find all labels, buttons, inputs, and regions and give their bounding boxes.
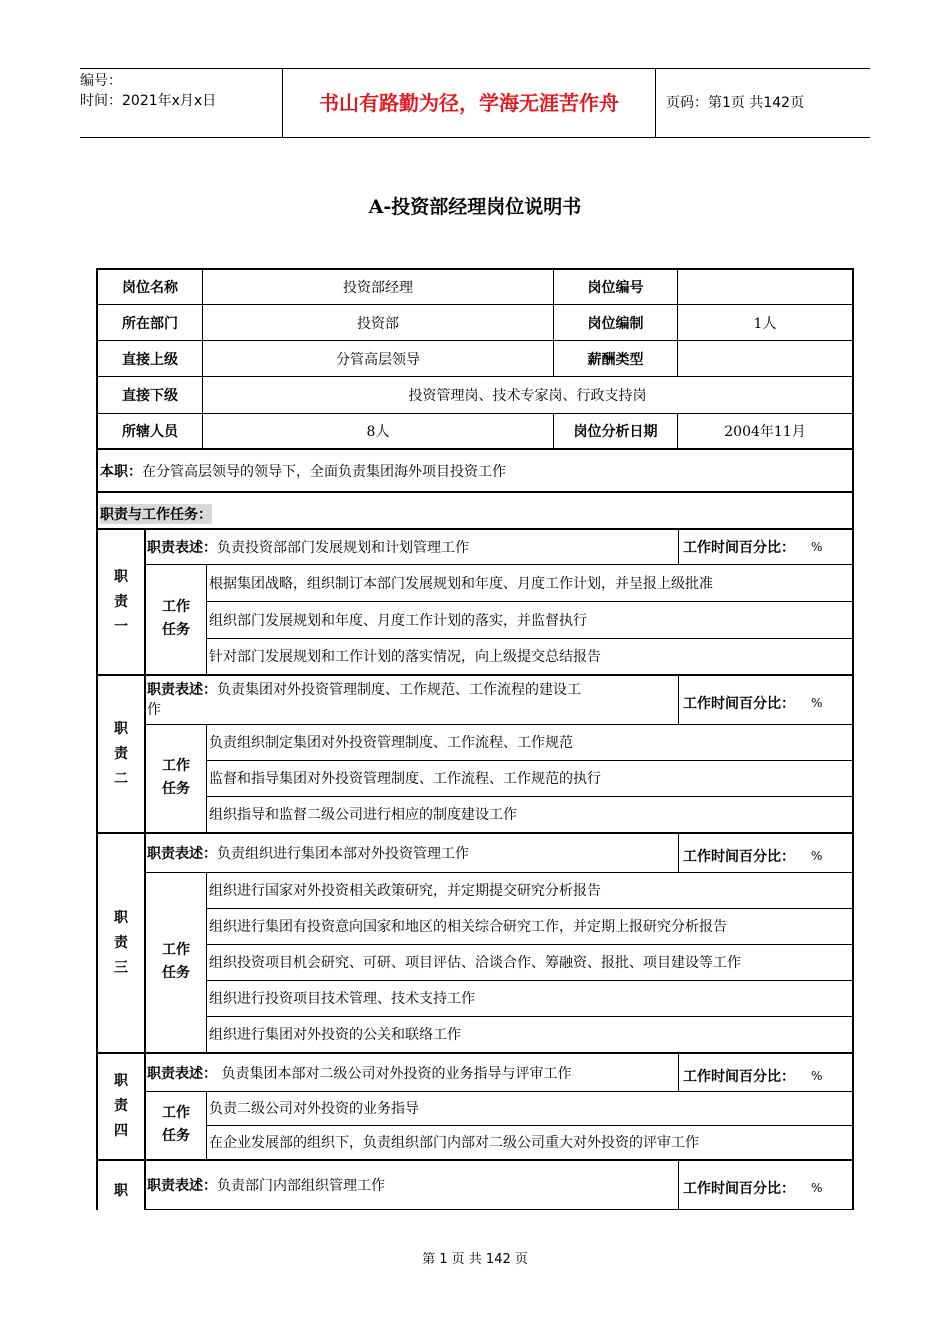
duty-label-char: 二 bbox=[114, 770, 128, 787]
time-pct-value: % bbox=[811, 1181, 823, 1195]
duty-label bbox=[98, 676, 144, 832]
duty-desc-text: 负责集团对外投资管理制度、工作规范、工作流程的建设工 bbox=[217, 682, 581, 698]
duty-desc-cell bbox=[147, 1161, 676, 1209]
time-pct-cell bbox=[683, 1167, 851, 1209]
job-description-table bbox=[96, 268, 854, 1210]
superior-label: 直接上级 bbox=[122, 351, 178, 368]
time-label: 时间：2021年x月x日 bbox=[80, 93, 217, 109]
page-footer: 第 1 页 共 142 页 bbox=[422, 1252, 528, 1267]
row-line bbox=[145, 1209, 852, 1210]
position-no-label: 岗位编号 bbox=[587, 280, 644, 296]
dept-label: 所在部门 bbox=[122, 315, 178, 332]
duty-desc-label: 职责表述： bbox=[147, 682, 217, 698]
time-pct-value: % bbox=[811, 696, 823, 710]
superior-value: 分管高层领导 bbox=[336, 351, 420, 368]
duty-desc-text: 负责部门内部组织管理工作 bbox=[217, 1178, 385, 1194]
task-label-divider bbox=[206, 872, 207, 1052]
position-name-value: 投资部经理 bbox=[343, 280, 413, 296]
time-pct-value: % bbox=[811, 1068, 823, 1083]
subordinate-value: 投资管理岗、技术专家岗、行政支持岗 bbox=[408, 388, 647, 404]
duty-desc-cell bbox=[147, 530, 676, 564]
duty-label bbox=[98, 530, 144, 674]
time-pct-label: 工作时间百分比： bbox=[683, 1068, 795, 1085]
duty-desc-line bbox=[147, 843, 469, 863]
work-task-label bbox=[146, 872, 206, 1052]
analysis-date-value: 2004年11月 bbox=[724, 424, 806, 440]
analysis-date-label: 岗位分析日期 bbox=[573, 424, 658, 440]
time-pct-value: % bbox=[811, 849, 823, 863]
work-task-label bbox=[146, 1091, 206, 1159]
time-pct-label: 工作时间百分比： bbox=[683, 696, 795, 712]
task-item: 组织进行国家对外投资相关政策研究，并定期提交研究分析报告 bbox=[209, 883, 601, 899]
work-task-label-line: 工作 bbox=[162, 942, 190, 958]
duty-label bbox=[98, 1054, 144, 1159]
work-task-label-line: 工作 bbox=[162, 758, 190, 774]
duty-desc-label: 职责表述： bbox=[147, 846, 217, 862]
pct-divider bbox=[678, 1054, 679, 1091]
page-header bbox=[80, 68, 870, 138]
time-pct-label: 工作时间百分比： bbox=[683, 1181, 795, 1197]
duty-label-char: 三 bbox=[114, 959, 128, 976]
duty-label-char: 职 bbox=[114, 1073, 128, 1089]
subordinate-label: 直接下级 bbox=[122, 388, 178, 404]
task-item: 组织部门发展规划和年度、月度工作计划的落实，并监督执行 bbox=[209, 612, 587, 629]
task-item: 组织进行集团有投资意向国家和地区的相关综合研究工作，并定期上报研究分析报告 bbox=[209, 919, 727, 935]
document-title: A-投资部经理岗位说明书 bbox=[368, 196, 582, 218]
duty-desc-text: 负责投资部部门发展规划和计划管理工作 bbox=[217, 540, 469, 556]
main-duty-label: 本职： bbox=[100, 463, 142, 480]
time-pct-cell bbox=[683, 530, 851, 564]
duties-header-text: 职责与工作任务： bbox=[100, 504, 212, 524]
duty-desc-line bbox=[147, 537, 469, 557]
duty-desc-cell bbox=[147, 834, 676, 872]
pct-divider bbox=[678, 1161, 679, 1209]
duty-desc-cell bbox=[147, 1054, 676, 1091]
page-info: 页码：第1页 共142页 bbox=[666, 95, 805, 111]
duties-header bbox=[100, 493, 850, 528]
time-pct-value: % bbox=[811, 540, 823, 554]
header-meta bbox=[80, 69, 280, 139]
duty-desc-continuation: 作 bbox=[147, 702, 161, 718]
staff-label: 所辖人员 bbox=[122, 424, 178, 440]
duty-desc-line bbox=[147, 1063, 571, 1083]
task-item: 监督和指导集团对外投资管理制度、工作流程、工作规范的执行 bbox=[209, 771, 601, 787]
time-pct-label: 工作时间百分比： bbox=[683, 849, 795, 865]
duty-desc-line bbox=[147, 680, 581, 700]
salary-label: 薪酬类型 bbox=[587, 351, 644, 368]
work-task-label-line: 任务 bbox=[162, 622, 190, 638]
dept-value: 投资部 bbox=[357, 315, 399, 332]
pct-divider bbox=[678, 530, 679, 564]
task-item: 负责二级公司对外投资的业务指导 bbox=[209, 1101, 419, 1117]
position-name-label: 岗位名称 bbox=[122, 280, 178, 296]
duty-label bbox=[98, 1161, 144, 1210]
work-task-label-line: 任务 bbox=[162, 965, 190, 981]
task-item: 在企业发展部的组织下，负责组织部门内部对二级公司重大对外投资的评审工作 bbox=[209, 1135, 699, 1151]
duty-label-char: 职 bbox=[114, 909, 128, 926]
pct-divider bbox=[678, 676, 679, 724]
time-pct-label: 工作时间百分比： bbox=[683, 540, 795, 556]
duty-label-char: 职 bbox=[114, 1183, 128, 1199]
duty-desc-cell bbox=[147, 676, 676, 724]
task-item: 组织指导和监督二级公司进行相应的制度建设工作 bbox=[209, 807, 517, 823]
pct-divider bbox=[678, 834, 679, 872]
duty-label-char: 职 bbox=[114, 720, 128, 737]
work-task-label-line: 任务 bbox=[162, 781, 190, 797]
duty-desc-label: 职责表述： bbox=[147, 540, 217, 556]
duty-label-char: 责 bbox=[114, 593, 128, 610]
task-item: 组织投资项目机会研究、可研、项目评估、洽谈合作、筹融资、报批、项目建设等工作 bbox=[209, 955, 741, 971]
duty-label-char: 责 bbox=[114, 745, 128, 762]
work-task-label-line: 工作 bbox=[162, 599, 190, 615]
motto: 书山有路勤为径，学海无涯苦作舟 bbox=[282, 69, 656, 137]
staff-value: 8人 bbox=[366, 424, 390, 440]
duty-label-char: 责 bbox=[114, 934, 128, 951]
duty-label-char: 责 bbox=[114, 1098, 128, 1114]
serial-label: 编号： bbox=[80, 73, 122, 89]
work-task-label bbox=[146, 564, 206, 674]
duty-label-char: 四 bbox=[114, 1123, 128, 1139]
work-task-label-line: 任务 bbox=[162, 1128, 190, 1144]
task-item: 组织进行集团对外投资的公关和联络工作 bbox=[209, 1027, 461, 1043]
duty-desc-label: 职责表述： bbox=[147, 1065, 217, 1082]
headcount-label: 岗位编制 bbox=[587, 315, 644, 332]
duty-label bbox=[98, 834, 144, 1052]
duty-desc-line bbox=[147, 1175, 385, 1195]
task-label-divider bbox=[206, 564, 207, 674]
task-item: 根据集团战略，组织制订本部门发展规划和年度、月度工作计划，并呈报上级批准 bbox=[209, 575, 713, 592]
task-item: 组织进行投资项目技术管理、技术支持工作 bbox=[209, 991, 475, 1007]
main-duty-text: 在分管高层领导的领导下，全面负责集团海外项目投资工作 bbox=[142, 463, 506, 480]
main-duty-row bbox=[100, 450, 850, 491]
time-pct-cell bbox=[683, 682, 851, 724]
time-pct-cell bbox=[683, 1060, 851, 1091]
time-pct-cell bbox=[683, 840, 851, 872]
duty-label-char: 职 bbox=[114, 568, 128, 585]
work-task-label bbox=[146, 724, 206, 832]
duty-label-char: 一 bbox=[114, 618, 128, 635]
duty-desc-text: 负责组织进行集团本部对外投资管理工作 bbox=[217, 846, 469, 862]
salary-value bbox=[678, 341, 852, 376]
task-label-divider bbox=[206, 724, 207, 832]
headcount-value: 1人 bbox=[753, 315, 777, 332]
work-task-label-line: 工作 bbox=[162, 1105, 190, 1121]
duty-desc-text: 负责集团本部对二级公司对外投资的业务指导与评审工作 bbox=[217, 1065, 572, 1082]
task-item: 针对部门发展规划和工作计划的落实情况，向上级提交总结报告 bbox=[209, 649, 601, 665]
duty-label-divider bbox=[144, 1161, 146, 1210]
position-no-value bbox=[678, 270, 852, 304]
task-item: 负责组织制定集团对外投资管理制度、工作流程、工作规范 bbox=[209, 735, 573, 751]
duty-desc-label: 职责表述： bbox=[147, 1178, 217, 1194]
